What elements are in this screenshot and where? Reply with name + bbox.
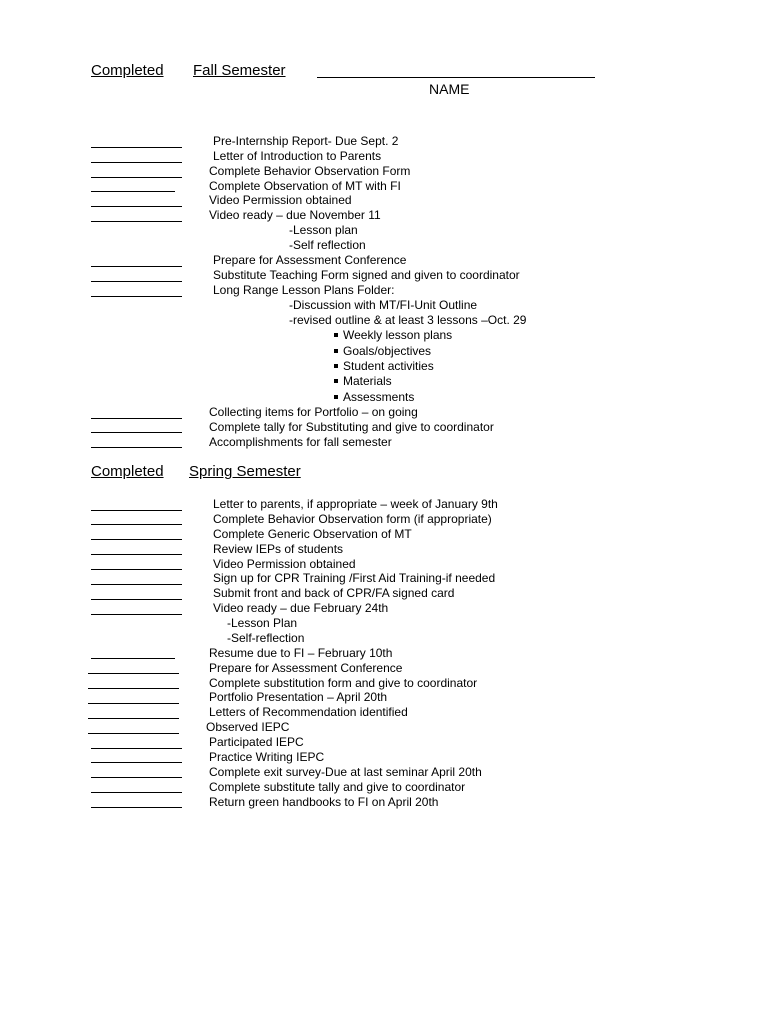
completed-blank[interactable] (91, 599, 182, 600)
spring-item: Review IEPs of students (213, 542, 344, 556)
spring-item: Complete Behavior Observation form (if appropriate) (213, 512, 492, 526)
completed-blank[interactable] (88, 673, 179, 674)
spring-item: Portfolio Presentation – April 20th (209, 690, 388, 704)
completed-blank[interactable] (91, 418, 182, 419)
spring-semester-title: Spring Semester (189, 463, 301, 480)
spring-item: Practice Writing IEPC (209, 750, 325, 764)
completed-blank[interactable] (91, 762, 182, 763)
completed-blank[interactable] (88, 718, 179, 719)
spring-item: Sign up for CPR Training /First Aid Training-if needed (213, 571, 496, 585)
fall-subitem: -Discussion with MT/FI-Unit Outline (289, 298, 478, 312)
completed-blank[interactable] (88, 703, 179, 704)
completed-blank[interactable] (88, 733, 179, 734)
fall-bullet-item: Student activities (334, 359, 434, 373)
completed-blank[interactable] (91, 658, 175, 659)
bullet-icon (334, 364, 338, 368)
bullet-icon (334, 379, 338, 383)
name-label: NAME (429, 81, 470, 97)
completed-blank[interactable] (91, 614, 182, 615)
spring-item: Prepare for Assessment Conference (209, 661, 403, 675)
fall-bullet-item: Goals/objectives (334, 344, 431, 358)
fall-item: Letter of Introduction to Parents (213, 149, 382, 163)
spring-completed-header: Completed (91, 463, 164, 480)
spring-item: Letter to parents, if appropriate – week of January 9th (213, 497, 498, 511)
completed-blank[interactable] (91, 191, 175, 192)
spring-item: Video Permission obtained (213, 557, 356, 571)
completed-blank[interactable] (91, 147, 182, 148)
spring-item: Video ready – due February 24th (213, 601, 389, 615)
spring-item: Complete Generic Observation of MT (213, 527, 412, 541)
fall-item: Complete Behavior Observation Form (209, 164, 411, 178)
fall-item: Accomplishments for fall semester (209, 435, 392, 449)
name-blank-line[interactable] (317, 77, 595, 78)
fall-bullet-item: Materials (334, 374, 392, 388)
spring-item: Letters of Recommendation identified (209, 705, 408, 719)
fall-item: Complete Observation of MT with FI (209, 179, 401, 193)
completed-blank[interactable] (91, 206, 182, 207)
fall-bullet-item: Weekly lesson plans (334, 328, 452, 342)
completed-blank[interactable] (91, 221, 182, 222)
fall-item: Complete tally for Substituting and give to coordinator (209, 420, 494, 434)
fall-item: Video ready – due November 11 (209, 208, 381, 222)
fall-subitem: -Lesson plan (289, 223, 358, 237)
completed-blank[interactable] (91, 777, 182, 778)
fall-item: Video Permission obtained (209, 193, 352, 207)
completed-blank[interactable] (91, 447, 182, 448)
completed-blank[interactable] (91, 524, 182, 525)
spring-item: Resume due to FI – February 10th (209, 646, 393, 660)
fall-item: Long Range Lesson Plans Folder: (213, 283, 395, 297)
completed-blank[interactable] (91, 266, 182, 267)
fall-item: Prepare for Assessment Conference (213, 253, 407, 267)
fall-item: Substitute Teaching Form signed and given to coordinator (213, 268, 520, 282)
fall-subitem: -Self reflection (289, 238, 366, 252)
bullet-icon (334, 395, 338, 399)
spring-item: Return green handbooks to FI on April 20th (209, 795, 439, 809)
completed-blank[interactable] (88, 688, 179, 689)
completed-blank[interactable] (91, 510, 182, 511)
fall-item: Collecting items for Portfolio – on going (209, 405, 418, 419)
completed-blank[interactable] (91, 281, 182, 282)
spring-item: Observed IEPC (206, 720, 290, 734)
completed-blank[interactable] (91, 554, 182, 555)
completed-blank[interactable] (91, 177, 182, 178)
spring-subitem: -Lesson Plan (227, 616, 298, 630)
fall-bullet-item: Assessments (334, 390, 414, 404)
completed-blank[interactable] (91, 792, 182, 793)
spring-subitem: -Self-reflection (227, 631, 305, 645)
completed-blank[interactable] (91, 296, 182, 297)
fall-item: Pre-Internship Report- Due Sept. 2 (213, 134, 399, 148)
completed-blank[interactable] (91, 569, 182, 570)
spring-item: Submit front and back of CPR/FA signed card (213, 586, 455, 600)
completed-blank[interactable] (91, 162, 182, 163)
bullet-icon (334, 349, 338, 353)
fall-completed-header: Completed (91, 62, 164, 79)
completed-blank[interactable] (91, 584, 182, 585)
fall-semester-title: Fall Semester (193, 62, 286, 79)
completed-blank[interactable] (91, 748, 182, 749)
bullet-icon (334, 333, 338, 337)
completed-blank[interactable] (91, 807, 182, 808)
spring-item: Complete exit survey-Due at last seminar April 20th (209, 765, 482, 779)
completed-blank[interactable] (91, 539, 182, 540)
completed-blank[interactable] (91, 432, 182, 433)
fall-subitem: -revised outline & at least 3 lessons –Oct. 29 (289, 313, 527, 327)
spring-item: Complete substitution form and give to coordinator (209, 676, 478, 690)
spring-item: Complete substitute tally and give to coordinator (209, 780, 466, 794)
spring-item: Participated IEPC (209, 735, 304, 749)
